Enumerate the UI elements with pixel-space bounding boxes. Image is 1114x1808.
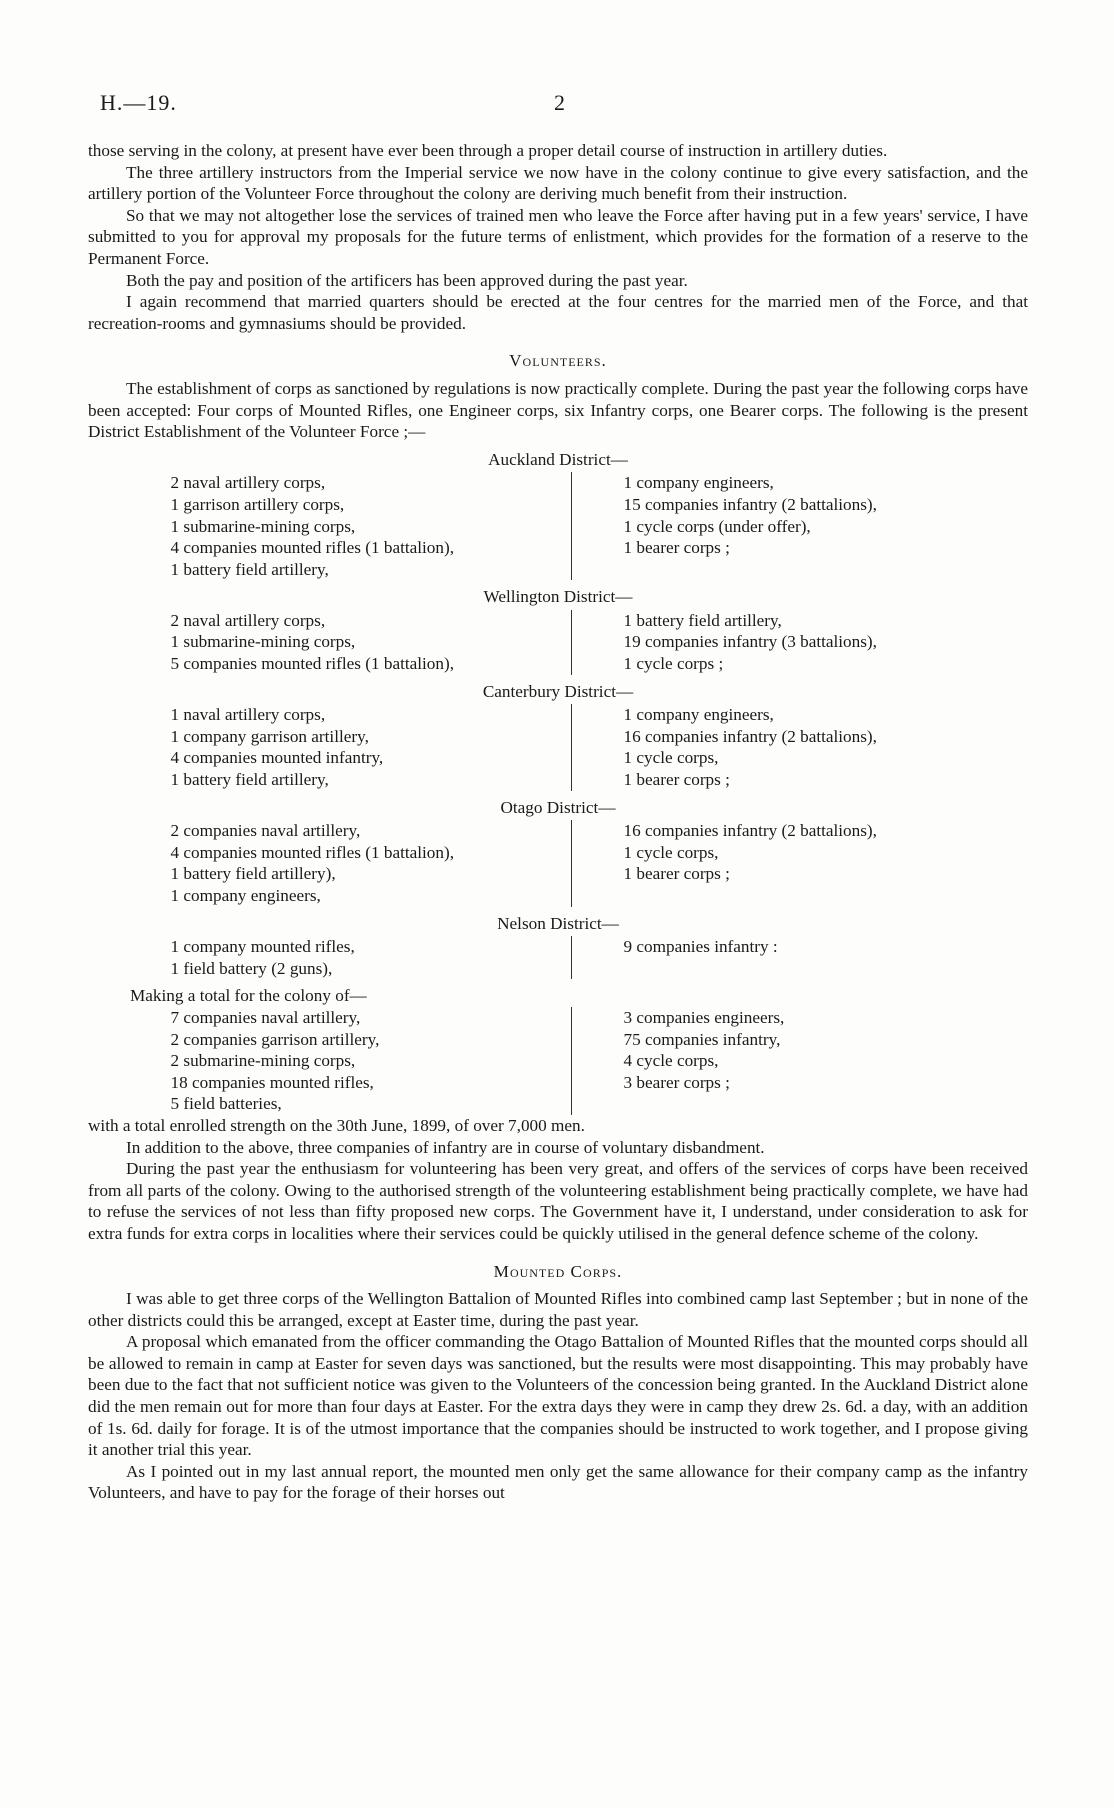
list-column-right <box>572 610 1024 675</box>
list-item: 1 cycle corps ; <box>623 654 724 674</box>
list-item: 1 company garrison artillery, <box>170 726 369 746</box>
list-item: 1 battery field artillery, <box>623 610 782 630</box>
list-item: 4 companies mounted rifles (1 battalion), <box>170 842 455 862</box>
list-column-right <box>572 820 1024 906</box>
list-item: 1 cycle corps (under offer), <box>623 516 811 536</box>
list-item: 1 cycle corps, <box>623 842 719 862</box>
list-item: 2 companies garrison artillery, <box>170 1029 380 1049</box>
paragraph: So that we may not altogether lose the services of trained men who leave the Force after having put in a few years' service, I have submitted to you for approval my proposals for the future terms of enlistment, which provides for the formation of a reserve to the Permanent Force. <box>88 205 1028 268</box>
list-item: 1 submarine-mining corps, <box>170 632 356 652</box>
district-heading-otago: Otago District— <box>500 797 616 817</box>
list-item: 1 company engineers, <box>170 886 321 905</box>
district-list-nelson <box>88 936 1028 979</box>
paragraph: During the past year the enthusiasm for volunteering has been very great, and offers of the services of corps have been received from all parts of the colony. Owing to the authorised strength of the volunteering establishment being practically complete, we have had to refuse the services of not less than fifty proposed new corps. The Government have it, I understand, under consideration to ask for extra funds for extra corps in localities where their services could be quickly utilised in the general defence scheme of the colony. <box>88 1159 1028 1243</box>
district-heading-wellington: Wellington District— <box>483 587 633 607</box>
paragraph: I again recommend that married quarters should be erected at the four centres for the married men of the Force, and that recreation-rooms and gymnasiums should be provided. <box>88 292 1028 333</box>
list-item: 2 naval artillery corps, <box>170 473 326 493</box>
list-item: 1 bearer corps ; <box>623 864 730 884</box>
list-item: 1 submarine-mining corps, <box>170 516 356 536</box>
list-item: 1 battery field artillery, <box>170 770 329 790</box>
list-item: 16 companies infantry (2 battalions), <box>623 821 877 841</box>
list-item: 15 companies infantry (2 battalions), <box>623 494 877 514</box>
paragraph: As I pointed out in my last annual report, the mounted men only get the same allowance for their company camp as the infantry Volunteers, and have to pay for the forage of their horses out <box>88 1461 1028 1503</box>
list-column-right <box>572 472 1024 580</box>
list-item: 19 companies infantry (3 battalions), <box>623 632 877 652</box>
list-item: 5 companies mounted rifles (1 battalion), <box>170 654 455 674</box>
list-item: 18 companies mounted rifles, <box>170 1072 374 1092</box>
paragraph: The three artillery instructors from the Imperial service we now have in the colony continue to give every satisfaction, and the artillery portion of the Volunteer Force throughout the colony are deriving much benefit from their instruction. <box>88 162 1028 204</box>
list-item: 1 cycle corps, <box>623 748 719 768</box>
list-item: 1 battery field artillery, <box>170 559 329 579</box>
paragraph: I was able to get three corps of the Wellington Battalion of Mounted Rifles into combined camp last September ; but in none of the other districts could this be arranged, except at Easter time, during the past year. <box>88 1289 1028 1330</box>
list-item: 16 companies infantry (2 battalions), <box>623 726 877 746</box>
list-item: 4 companies mounted rifles (1 battalion), <box>170 538 455 558</box>
district-list-otago <box>88 820 1028 906</box>
list-item: 75 companies infantry, <box>623 1029 781 1049</box>
page-header <box>0 90 1114 114</box>
list-item: 1 naval artillery corps, <box>170 705 326 725</box>
list-item: 4 cycle corps, <box>623 1051 719 1071</box>
district-heading-auckland: Auckland District— <box>488 449 628 469</box>
list-item: 1 battery field artillery), <box>170 864 336 884</box>
paragraph: with a total enrolled strength on the 30th June, 1899, of over 7,000 men. <box>88 1115 585 1135</box>
list-item: 2 submarine-mining corps, <box>170 1051 356 1071</box>
list-item: 5 field batteries, <box>170 1094 282 1114</box>
document-id: H.—19. <box>100 90 177 115</box>
list-column-left <box>93 472 572 580</box>
list-item: 1 company mounted rifles, <box>170 937 355 957</box>
section-heading-mounted-corps: Mounted Corps. <box>493 1261 623 1281</box>
list-item: 1 field battery (2 guns), <box>170 958 333 978</box>
list-item: 3 bearer corps ; <box>623 1072 730 1092</box>
list-item: 1 company engineers, <box>623 473 774 493</box>
list-column-left <box>93 820 572 906</box>
total-intro: Making a total for the colony of— <box>130 986 367 1006</box>
list-item: 2 companies naval artillery, <box>170 821 361 841</box>
list-column-right <box>572 1007 1024 1115</box>
list-item: 9 companies infantry : <box>623 937 778 957</box>
paragraph: The establishment of corps as sanctioned by regulations is now practically complete. During the past year the following corps have been accepted: Four corps of Mounted Rifles, one Engineer corps, six Infantry corps, one Bearer corps. The following is the present District Establishment of the Volunteer Force ;— <box>88 378 1028 442</box>
list-item: 1 company engineers, <box>623 705 774 725</box>
list-item: 3 companies engineers, <box>623 1007 785 1027</box>
list-item: 1 garrison artillery corps, <box>170 494 345 514</box>
district-list-auckland <box>88 472 1028 580</box>
paragraph: those serving in the colony, at present have ever been through a proper detail course of instruction in artillery duties. <box>88 141 888 160</box>
district-list-wellington <box>88 610 1028 675</box>
page-number: 2 <box>554 90 565 115</box>
district-heading-canterbury: Canterbury District— <box>482 681 634 701</box>
list-item: 4 companies mounted infantry, <box>170 748 384 768</box>
list-column-left <box>93 1007 572 1115</box>
list-item: 1 bearer corps ; <box>623 538 730 558</box>
list-column-left <box>93 936 572 979</box>
list-item: 7 companies naval artillery, <box>170 1007 361 1027</box>
total-list <box>88 1007 1028 1115</box>
paragraph: Both the pay and position of the artificers has been approved during the past year. <box>126 270 688 290</box>
district-heading-nelson: Nelson District— <box>497 913 619 933</box>
list-column-left <box>93 610 572 675</box>
paragraph: A proposal which emanated from the officer commanding the Otago Battalion of Mounted Rifles that the mounted corps should all be allowed to remain in camp at Easter for seven days was sanctioned, but the results were most disappointing. This may probably have been due to the fact that not sufficient notice was given to the Volunteers of the concession being granted. In the Auckland District alone did the men remain out for more than four days at Easter. For the extra days they were in camp they drew 2s. 6d. a day, with an addition of 1s. 6d. daily for forage. It is of the utmost importance that the companies should be instructed to work together, and I propose giving it another trial this year. <box>88 1332 1028 1460</box>
list-item: 1 bearer corps ; <box>623 770 730 790</box>
district-list-canterbury <box>88 704 1028 790</box>
section-heading-volunteers: Volunteers. <box>509 351 607 371</box>
list-item: 2 naval artillery corps, <box>170 610 326 630</box>
list-column-left <box>93 704 572 790</box>
document-body <box>88 140 1028 1504</box>
list-column-right <box>572 704 1024 790</box>
paragraph: In addition to the above, three companies of infantry are in course of voluntary disbandment. <box>126 1137 765 1157</box>
list-column-right <box>572 936 1024 979</box>
